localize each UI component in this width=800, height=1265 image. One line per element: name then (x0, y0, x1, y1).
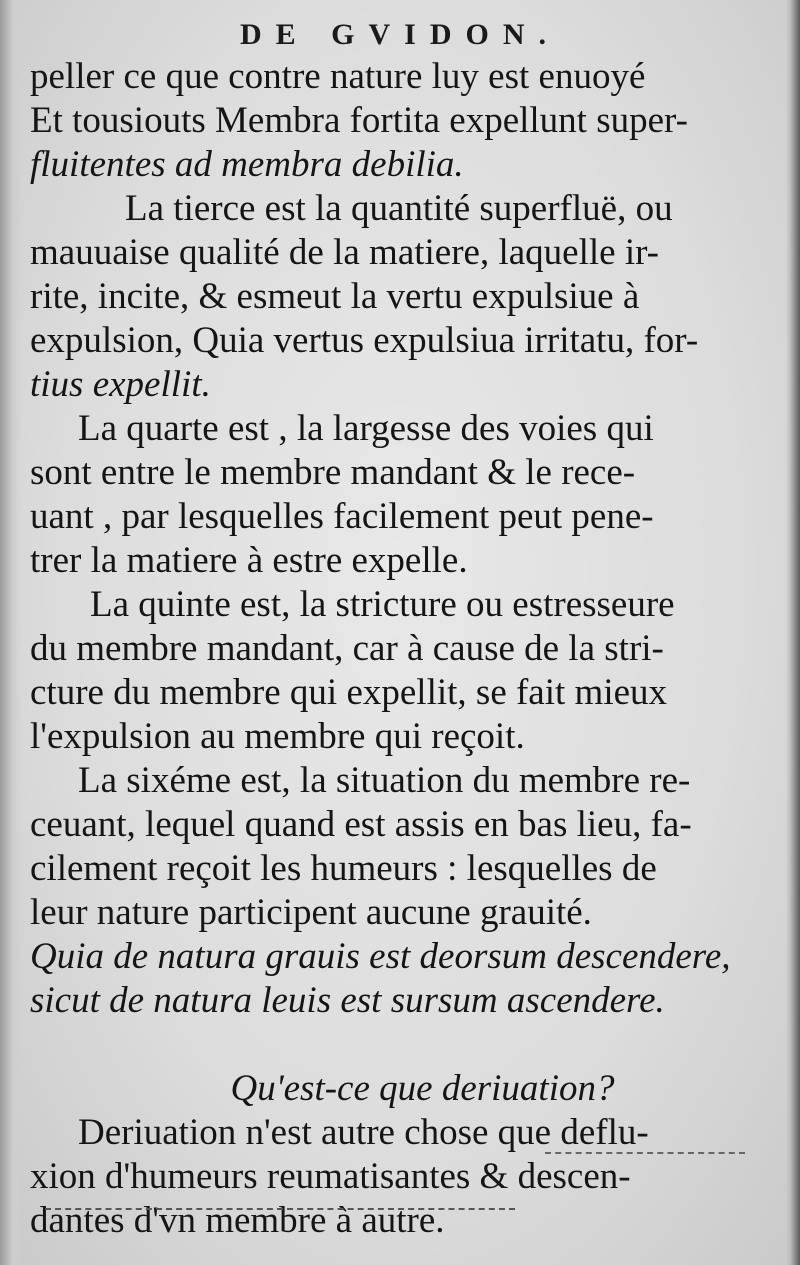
text-line: leur nature participent aucune grauité. (30, 892, 592, 933)
text-line: ceuant, lequel quand est assis en bas lieu, fa- (30, 804, 692, 845)
text-line: fluitentes ad membra debilia. (30, 144, 464, 185)
page-edge-shadow (786, 0, 800, 1265)
page-text (30, 55, 775, 1243)
text-line: tius expellit. (30, 364, 211, 405)
text-line: trer la matiere à estre expelle. (30, 540, 468, 581)
text-line: La quarte est , la largesse des voies qui (78, 408, 654, 449)
underline-mark (545, 1152, 745, 1154)
text-line: du membre mandant, car à cause de la stri- (30, 628, 664, 669)
text-line: peller ce que contre nature luy est enuoyé (30, 56, 646, 97)
underline-mark (45, 1208, 515, 1210)
text-line: dantes d'vn membre à autre. (30, 1200, 445, 1241)
text-line: expulsion, Quia vertus expulsiua irritatu, for- (30, 320, 699, 361)
running-head: DE GVIDON. (239, 18, 560, 51)
text-line: cilement reçoit les humeurs : lesquelles de (30, 848, 657, 889)
text-line: sicut de natura leuis est sursum ascendere. (30, 980, 665, 1021)
text-line: sont entre le membre mandant & le rece- (30, 452, 636, 493)
text-line: Qu'est-ce que deriuation? (230, 1068, 615, 1109)
text-line: l'expulsion au membre qui reçoit. (30, 716, 525, 757)
text-line: Quia de natura grauis est deorsum descendere, (30, 936, 731, 977)
page-gutter-shadow (0, 0, 22, 1265)
text-line: uant , par lesquelles facilement peut pene- (30, 496, 654, 537)
text-line: La tierce est la quantité superfluë, ou (125, 188, 673, 229)
text-line: cture du membre qui expellit, se fait mieux (30, 672, 668, 713)
text-line: xion d'humeurs reumatisantes & descen- (30, 1156, 631, 1197)
text-line: mauuaise qualité de la matiere, laquelle ir- (30, 232, 659, 273)
blank-line (30, 1023, 775, 1067)
text-line: Deriuation n'est autre chose que deflu- (78, 1112, 649, 1153)
text-line: Et tousiouts Membra fortita expellunt super- (30, 100, 688, 141)
text-line: La sixéme est, la situation du membre re- (78, 760, 691, 801)
text-line: La quinte est, la stricture ou estresseure (90, 584, 675, 625)
text-line: rite, incite, & esmeut la vertu expulsiue à (30, 276, 640, 317)
